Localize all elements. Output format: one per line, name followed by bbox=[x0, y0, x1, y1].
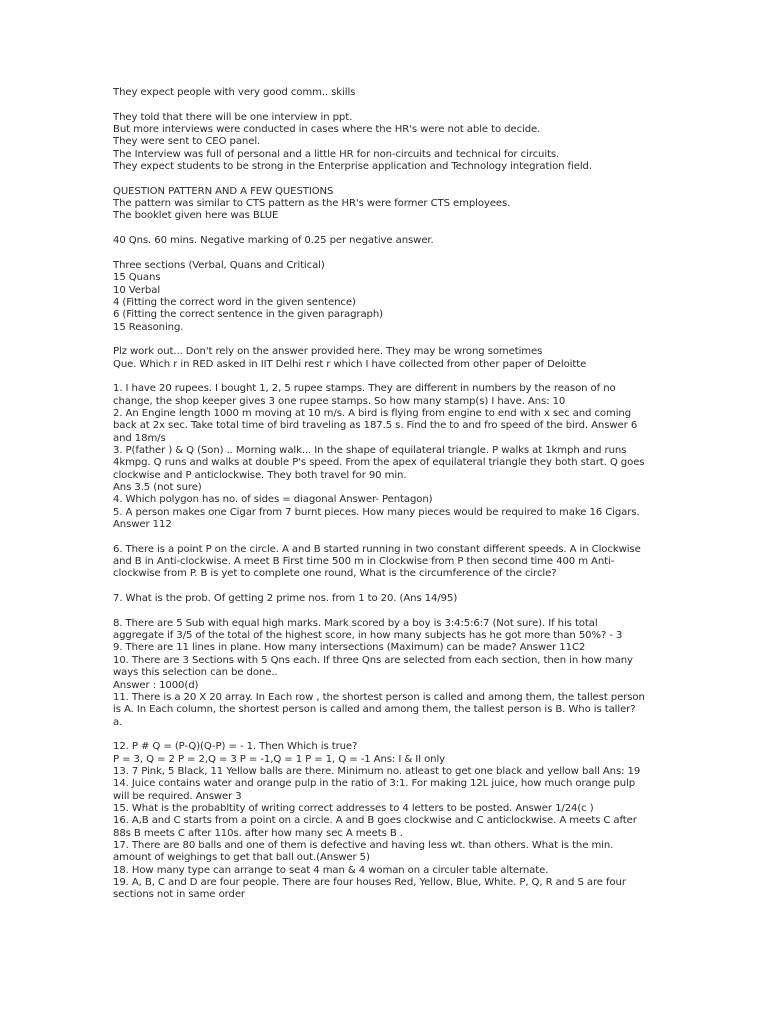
text-line: They told that there will be one interview in ppt. bbox=[113, 111, 353, 123]
question-line: back at 2x sec. Take total time of bird traveling as 187.5 s. Find the to and fro speed of the bird. Answer 6 bbox=[113, 420, 638, 432]
text-line: The pattern was similar to CTS pattern as the HR's were former CTS employees. bbox=[113, 198, 511, 210]
question-line: sections not in same order bbox=[113, 889, 245, 901]
text-line: They expect people with very good comm.. skills bbox=[113, 87, 356, 98]
question-line: 19. A, B, C and D are four people. There are four houses Red, Yellow, Blue, White. P, Q, R and S are four bbox=[113, 877, 626, 888]
question-line: 17. There are 80 balls and one of them is defective and having less wt. than others. What is the min. bbox=[113, 839, 614, 851]
text-line: Que. Which r in RED asked in IIT Delhi rest r which I have collected from other paper of Deloitte bbox=[113, 358, 587, 370]
paragraph-note bbox=[113, 346, 653, 371]
question-line: 7. What is the prob. Of getting 2 prime nos. from 1 to 20. (Ans 14/95) bbox=[113, 593, 458, 605]
question-line: 5. A person makes one Cigar from 7 burnt pieces. How many pieces would be required to make 16 Cigars. bbox=[113, 506, 640, 518]
question-line: 11. There is a 20 X 20 array. In Each row , the shortest person is called and among them, the tallest person bbox=[113, 691, 645, 703]
question-line: 2. An Engine length 1000 m moving at 10 m/s. A bird is flying from engine to end with x sec and coming bbox=[113, 407, 632, 419]
question-line: a. bbox=[113, 716, 123, 728]
paragraph-questions-8-11 bbox=[113, 618, 653, 729]
question-line: clockwise from P. B is yet to complete one round, What is the circumference of the circle? bbox=[113, 568, 557, 580]
question-line: 8. There are 5 Sub with equal high marks. Mark scored by a boy is 3:4:5:6:7 (Not sure). If his total bbox=[113, 617, 598, 629]
question-line: 1. I have 20 rupees. I bought 1, 2, 5 rupee stamps. They are different in numbers by the reason of no bbox=[113, 383, 616, 395]
text-line: They expect students to be strong in the Enterprise application and Technology integration field. bbox=[113, 161, 592, 173]
question-line: 88s B meets C after 110s. after how many sec A meets B . bbox=[113, 827, 403, 839]
question-line: and 18m/s bbox=[113, 432, 166, 444]
paragraph-question-6 bbox=[113, 544, 653, 581]
paragraph-question-7 bbox=[113, 593, 653, 605]
text-line: 6 (Fitting the correct sentence in the given paragraph) bbox=[113, 309, 383, 321]
question-line: 13. 7 Pink, 5 Black, 11 Yellow balls are there. Minimum no. atleast to get one black and yellow ball Ans: 19 bbox=[113, 765, 641, 777]
text-line: Three sections (Verbal, Quans and Critical) bbox=[113, 259, 325, 271]
question-line: aggregate if 3/5 of the total of the highest score, in how many subjects has he got more than 50%? - 3 bbox=[113, 630, 623, 642]
paragraph-marking bbox=[113, 235, 653, 247]
question-line: Answer 112 bbox=[113, 519, 172, 531]
question-line: 12. P # Q = (P-Q)(Q-P) = - 1. Then Which is true? bbox=[113, 741, 358, 753]
section-heading: QUESTION PATTERN AND A FEW QUESTIONS bbox=[113, 185, 334, 197]
question-line: and B in Anti-clockwise. A meet B First time 500 m in Clockwise from P then second time 400 m Anti- bbox=[113, 556, 615, 568]
question-line: ways this selection can be done.. bbox=[113, 667, 278, 679]
question-line: will be required. Answer 3 bbox=[113, 790, 242, 802]
text-line: The Interview was full of personal and a little HR for non-circuits and technical for circuits. bbox=[113, 148, 560, 160]
paragraph-sections bbox=[113, 260, 653, 334]
question-line: 14. Juice contains water and orange pulp in the ratio of 3:1. For making 12L juice, how much orange pulp bbox=[113, 778, 636, 790]
text-line: 10 Verbal bbox=[113, 284, 161, 296]
question-line: 4kmpg. Q runs and walks at double P's speed. From the apex of equilateral triangle they both start. Q goes bbox=[113, 457, 645, 469]
question-line: 9. There are 11 lines in plane. How many intersections (Maximum) can be made? Answer 11C2 bbox=[113, 642, 586, 654]
question-line: amount of weighings to get that ball out.(Answer 5) bbox=[113, 852, 370, 864]
question-line: 4. Which polygon has no. of sides = diagonal Answer- Pentagon) bbox=[113, 494, 433, 506]
paragraph-interview bbox=[113, 112, 653, 174]
question-line: clockwise and P anticlockwise. They both travel for 90 min. bbox=[113, 469, 407, 481]
text-line: The booklet given here was BLUE bbox=[113, 210, 279, 222]
question-line: 15. What is the probabltity of writing correct addresses to 4 letters to be posted. Answer 1/24(c ) bbox=[113, 802, 594, 814]
text-line: They were sent to CEO panel. bbox=[113, 136, 261, 148]
question-line: 16. A,B and C starts from a point on a circle. A and B goes clockwise and C anticlockwise. A meets C after bbox=[113, 815, 637, 827]
question-line: 18. How many type can arrange to seat 4 man & 4 woman on a circuler table alternate. bbox=[113, 864, 549, 876]
text-line: Plz work out... Don't rely on the answer provided here. They may be wrong sometimes bbox=[113, 346, 543, 358]
text-line: 40 Qns. 60 mins. Negative marking of 0.25 per negative answer. bbox=[113, 235, 434, 247]
question-line: 10. There are 3 Sections with 5 Qns each. If three Qns are selected from each section, then in how many bbox=[113, 654, 633, 666]
question-line: Ans 3.5 (not sure) bbox=[113, 482, 202, 493]
paragraph-intro bbox=[113, 87, 653, 99]
question-line: 3. P(father ) & Q (Son) .. Morning walk... In the shape of equilateral triangle. P walks at 1kmph and runs bbox=[113, 444, 627, 456]
question-line: Answer : 1000(d) bbox=[113, 679, 199, 691]
text-line: 15 Quans bbox=[113, 272, 161, 284]
text-line: 4 (Fitting the correct word in the given sentence) bbox=[113, 296, 356, 308]
paragraph-questions-12-19 bbox=[113, 741, 653, 901]
question-line: P = 3, Q = 2 P = 2,Q = 3 P = -1,Q = 1 P = 1, Q = -1 Ans: I & II only bbox=[113, 753, 446, 765]
document-page bbox=[113, 87, 653, 914]
question-line: 6. There is a point P on the circle. A and B started running in two constant different speeds. A in Clockwise bbox=[113, 543, 641, 555]
question-line: change, the shop keeper gives 3 one rupee stamps. So how many stamp(s) I have. Ans: 10 bbox=[113, 395, 566, 407]
text-line: 15 Reasoning. bbox=[113, 321, 184, 333]
text-line: But more interviews were conducted in cases where the HR's were not able to decide. bbox=[113, 124, 541, 136]
paragraph-questions-1-5 bbox=[113, 383, 653, 531]
paragraph-pattern bbox=[113, 186, 653, 223]
question-line: is A. In Each column, the shortest person is called and among them, the tallest person is B. Who is taller? bbox=[113, 704, 636, 716]
